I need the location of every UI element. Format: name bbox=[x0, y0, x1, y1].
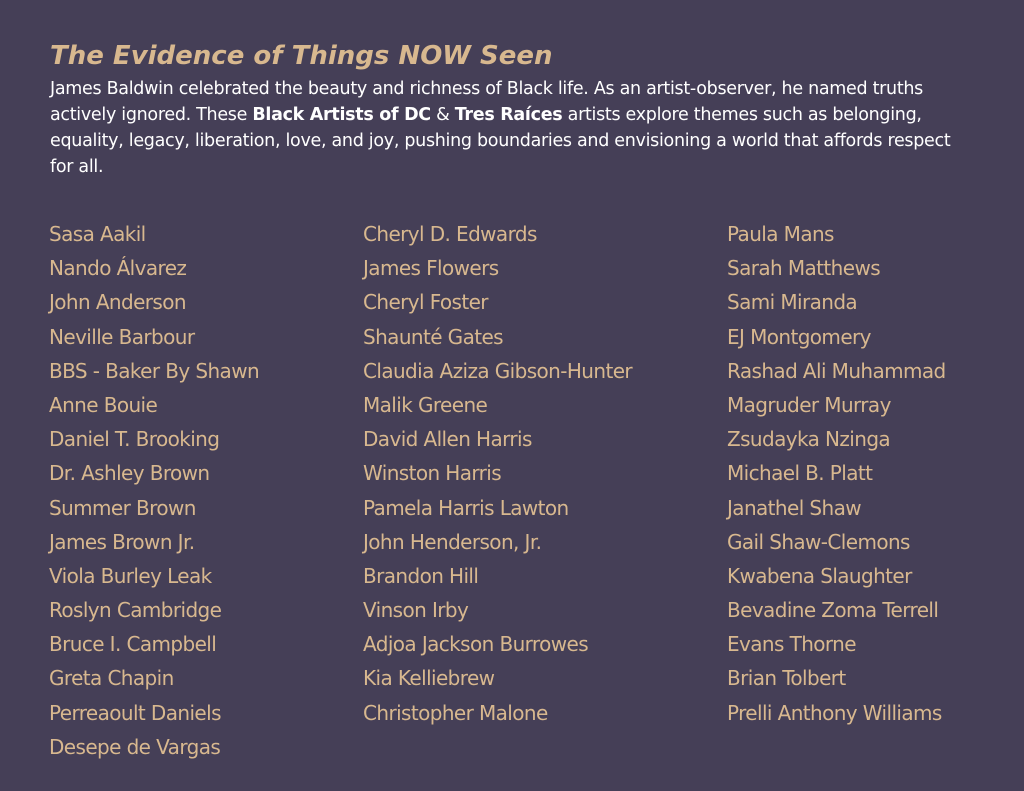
artist-name: Janathel Shaw bbox=[727, 495, 862, 520]
artist-name: Bruce I. Campbell bbox=[49, 632, 217, 657]
artist-list-column-1 bbox=[49, 217, 259, 764]
artist-name: Cheryl Foster bbox=[363, 290, 488, 315]
artist-name: Claudia Aziza Gibson-Hunter bbox=[363, 358, 633, 383]
artist-list-column-3 bbox=[727, 217, 946, 730]
artist-name: BBS - Baker By Shawn bbox=[49, 358, 260, 383]
intro-bold-black-artists-of-dc: Black Artists of DC bbox=[252, 105, 431, 125]
artist-name: Daniel T. Brooking bbox=[49, 427, 220, 452]
artist-name: Brandon Hill bbox=[363, 563, 479, 588]
artist-name: Vinson Irby bbox=[363, 598, 469, 623]
intro-text-part-2: & bbox=[430, 105, 455, 125]
artist-name: Dr. Ashley Brown bbox=[49, 461, 210, 486]
artist-name: Sarah Matthews bbox=[727, 256, 881, 281]
artist-name: Sasa Aakil bbox=[49, 222, 146, 246]
artist-name: Desepe de Vargas bbox=[49, 734, 221, 759]
artist-name: Pamela Harris Lawton bbox=[363, 495, 569, 520]
artist-name: Paula Mans bbox=[727, 222, 834, 246]
artist-name: Adjoa Jackson Burrowes bbox=[363, 632, 589, 657]
artist-name: Winston Harris bbox=[363, 461, 502, 486]
artist-name: Michael B. Platt bbox=[727, 461, 873, 486]
exhibition-intro bbox=[50, 76, 970, 180]
artist-name: Nando Álvarez bbox=[49, 256, 187, 281]
intro-bold-tres-raices: Tres Raíces bbox=[454, 105, 563, 125]
artist-name: Zsudayka Nzinga bbox=[727, 427, 891, 452]
artist-name: Bevadine Zoma Terrell bbox=[727, 598, 939, 623]
artist-name: Malik Greene bbox=[363, 392, 488, 417]
artist-name: Roslyn Cambridge bbox=[49, 598, 222, 623]
intro-text-part-1: James Baldwin celebrated the beauty and richness of Black life. As an artist-observer, he named truths actively ignored. These bbox=[50, 79, 924, 125]
intro-text-part-3: artists explore themes such as belonging, equality, legacy, liberation, love, and joy, pushing boundaries and envisioning a world that affords respect for all. bbox=[50, 105, 951, 177]
artist-name: Shaunté Gates bbox=[363, 324, 504, 349]
exhibition-title: The Evidence of Things NOW Seen bbox=[50, 41, 553, 71]
artist-name: Kwabena Slaughter bbox=[727, 563, 912, 588]
artist-name: Cheryl D. Edwards bbox=[363, 222, 537, 246]
artist-name: John Henderson, Jr. bbox=[363, 529, 542, 554]
artist-name: Prelli Anthony Williams bbox=[727, 700, 942, 725]
artist-name: Summer Brown bbox=[49, 495, 196, 520]
artist-name: Evans Thorne bbox=[727, 632, 856, 657]
artist-name: Gail Shaw-Clemons bbox=[727, 529, 910, 554]
artist-list-column-2 bbox=[363, 217, 632, 730]
artist-name: Magruder Murray bbox=[727, 392, 891, 417]
artist-name: Sami Miranda bbox=[727, 290, 858, 315]
artist-name: EJ Montgomery bbox=[727, 324, 871, 349]
artist-name: Anne Bouie bbox=[49, 392, 158, 417]
artist-name: David Allen Harris bbox=[363, 427, 532, 452]
artist-name: Greta Chapin bbox=[49, 666, 174, 691]
artist-name: James Brown Jr. bbox=[49, 529, 195, 554]
artist-name: Viola Burley Leak bbox=[49, 563, 212, 588]
artist-name: Kia Kelliebrew bbox=[363, 666, 495, 691]
artist-name: Brian Tolbert bbox=[727, 666, 846, 691]
artist-name: Neville Barbour bbox=[49, 324, 195, 349]
artist-name: James Flowers bbox=[363, 256, 499, 281]
artist-name: Perreaoult Daniels bbox=[49, 700, 221, 725]
artist-name: Rashad Ali Muhammad bbox=[727, 358, 946, 383]
artist-name: John Anderson bbox=[49, 290, 186, 315]
artist-name: Christopher Malone bbox=[363, 700, 548, 725]
